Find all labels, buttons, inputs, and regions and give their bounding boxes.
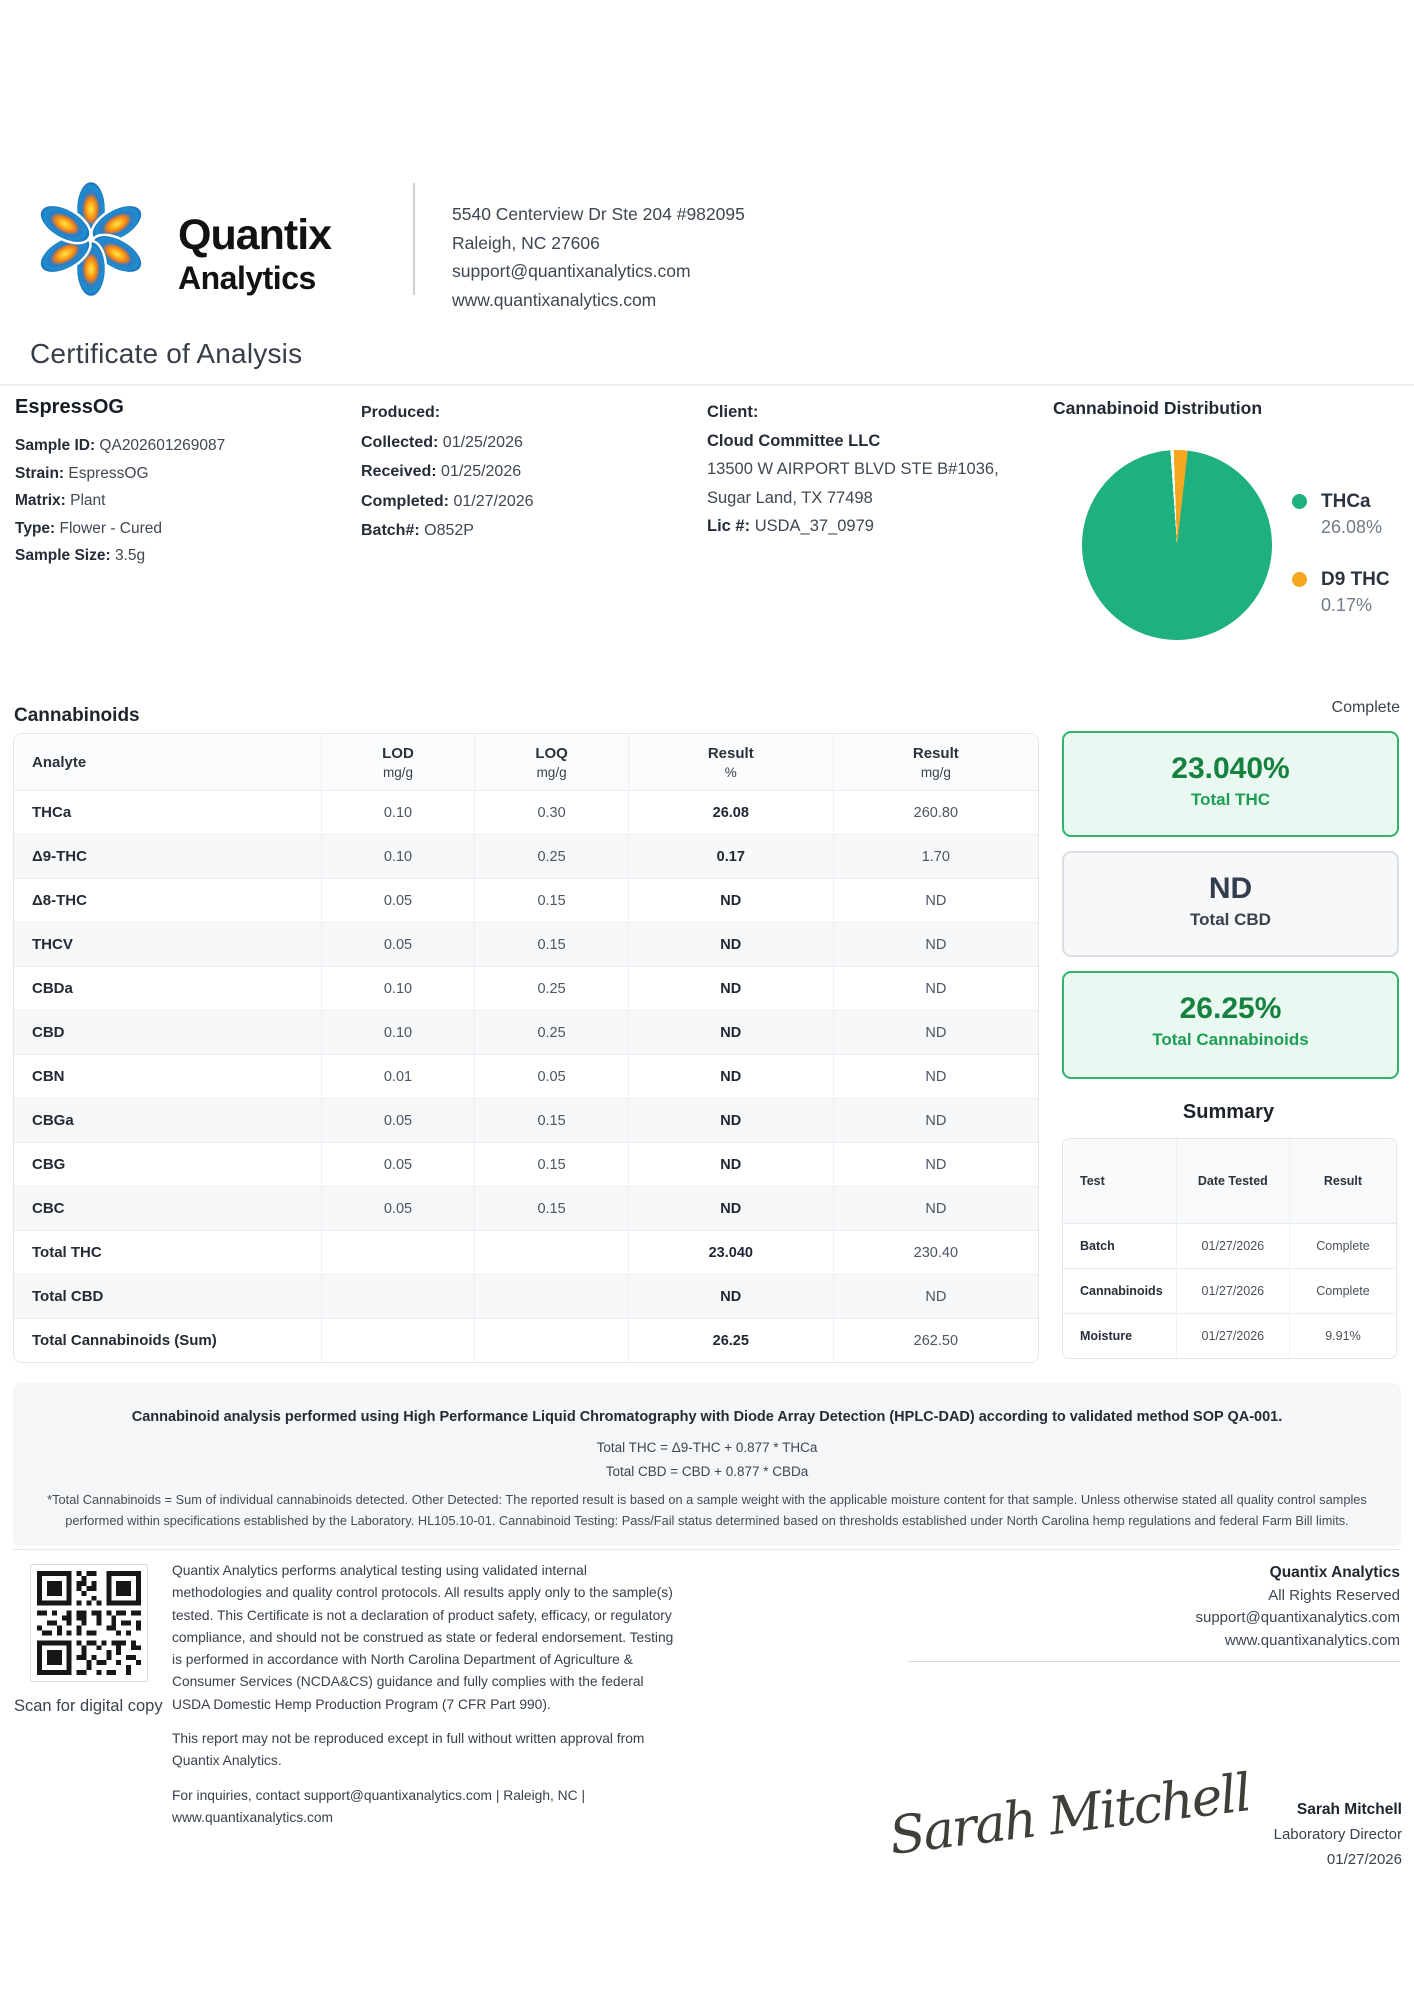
lab-email: support@quantixanalytics.com (452, 261, 691, 281)
produced-field: Collected: 01/25/2026 (361, 433, 523, 451)
total-cbd-label: Total CBD (1190, 910, 1271, 929)
pie-legend (1292, 489, 1390, 645)
table-header-row (14, 734, 1038, 791)
col-loq: LOQ mg/g (475, 734, 629, 791)
sample-field: Type: Flower - Cured (15, 519, 163, 537)
summary-col-result: Result (1289, 1139, 1396, 1224)
page-title: Certificate of Analysis (30, 338, 303, 369)
title-rule (0, 384, 1414, 386)
d9thc-legend-swatch-icon (1292, 572, 1307, 587)
footer-rights-block (908, 1562, 1400, 1662)
sample-info-block (15, 396, 225, 570)
total-cbd-formula: Total CBD = CBD + 0.877 * CBDa (605, 1464, 809, 1479)
legend-value: 26.08% (1321, 517, 1383, 537)
table-row-total-cannabinoids: Total Cannabinoids (Sum) 26.25 262.50 (14, 1319, 1038, 1363)
summary-row: Cannabinoids 01/27/2026 Complete (1063, 1269, 1396, 1314)
sample-field: Strain: EspressOG (15, 464, 149, 482)
client-block (707, 398, 999, 541)
lab-address-block (452, 200, 745, 314)
sample-field: Sample Size: 3.5g (15, 547, 146, 564)
summary-col-test: Test (1063, 1139, 1176, 1224)
legend-label: D9 THC (1321, 569, 1390, 590)
client-name: Cloud Committee LLC (707, 431, 881, 450)
header-divider (413, 183, 415, 295)
col-analyte: Analyte (14, 734, 321, 791)
signature-date: 01/27/2026 (1326, 1851, 1402, 1868)
total-thc-label: Total THC (1190, 790, 1270, 809)
table-row: CBDa 0.10 0.25 ND ND (14, 967, 1038, 1011)
table-row: CBGa 0.05 0.15 ND ND (14, 1099, 1038, 1143)
reproduction-note: This report may not be reproduced except in full without written approval from Quantix Analytics. (172, 1731, 645, 1769)
lab-address-line: Raleigh, NC 27606 (452, 232, 600, 253)
sample-field: Matrix: Plant (15, 492, 106, 509)
produced-block (361, 398, 534, 546)
total-thc-value: 23.040% (1171, 752, 1290, 785)
col-lod: LOD mg/g (321, 734, 475, 791)
legend-item-d9thc (1292, 567, 1390, 619)
legend-value: 0.17% (1321, 595, 1373, 615)
signature-script (880, 1752, 1280, 1912)
client-heading: Client: (707, 403, 759, 421)
summary-col-date: Date Tested (1176, 1139, 1289, 1224)
table-row: CBD 0.10 0.25 ND ND (14, 1011, 1038, 1055)
brand-name-top: Quantix (178, 211, 332, 259)
lab-address-line: 5540 Centerview Dr Ste 204 #982095 (452, 204, 745, 224)
qr-code (30, 1564, 148, 1682)
produced-heading: Produced: (361, 404, 441, 421)
total-thc-formula: Total THC = Δ9-THC + 0.877 * THCa (596, 1440, 818, 1455)
table-row-total-thc: Total THC 23.040 230.40 (14, 1231, 1038, 1275)
cannabinoids-status: Complete (1331, 699, 1400, 716)
table-row: CBN 0.01 0.05 ND ND (14, 1055, 1038, 1099)
pie-chart-title: Cannabinoid Distribution (1053, 398, 1263, 418)
table-row: Δ8-THC 0.05 0.15 ND ND (14, 879, 1038, 923)
methodology-footnote: *Total Cannabinoids = Sum of individual cannabinoids detected. Other Detected: The reported result is based on a sample weight with the applicable moisture content for that sample. Unless otherwise stated all quality control samples performed within specifications established by the Laboratory. HL105.10-01. Cannabinoid Testing: Pass/Fail status determined based on thresholds established under North Carolina hemp regulations and federal Farm Bill limits. (47, 1492, 1367, 1528)
sample-field: Sample ID: QA202601269087 (15, 437, 226, 454)
disclaimer-paragraph: Quantix Analytics performs analytical testing using validated internal methodologies and quality control protocols. All results apply only to the sample(s) tested. This Certificate is not a declaration of product safety, efficacy, or regulatory compliance, and should not be construed as state or federal endorsement. Testing is performed in accordance with North Carolina Department of Agriculture & Consumer Services (NCDA&CS) guidance and fully complies with the federal USDA Domestic Hemp Production Program (7 CFR Part 990). (172, 1563, 674, 1712)
cannabinoids-section-heading: Cannabinoids (14, 705, 140, 726)
col-result-pct: Result % (628, 734, 833, 791)
table-row: THCa 0.10 0.30 26.08 260.80 (14, 791, 1038, 835)
total-cbd-value: ND (1208, 872, 1253, 905)
table-row: THCV 0.05 0.15 ND ND (14, 923, 1038, 967)
table-row: CBG 0.05 0.15 ND ND (14, 1143, 1038, 1187)
sample-name: EspressOG (15, 396, 124, 418)
methodology-note-box (13, 1383, 1401, 1546)
col-result-mg: Result mg/g (833, 734, 1038, 791)
total-cbd-box (1062, 851, 1399, 957)
legend-label: THCa (1321, 491, 1371, 512)
lab-website: www.quantixanalytics.com (452, 289, 657, 310)
signer-role: Laboratory Director (1273, 1826, 1402, 1843)
brand-name (178, 212, 331, 298)
signer-name: Sarah Mitchell (1296, 1801, 1402, 1818)
produced-field: Completed: 01/27/2026 (361, 492, 534, 510)
cannabinoid-distribution-pie-chart (1082, 450, 1272, 640)
total-cannabinoids-box (1062, 971, 1399, 1079)
total-cannabinoids-label: Total Cannabinoids (1152, 1030, 1309, 1049)
summary-header-row (1063, 1139, 1396, 1224)
footer-disclaimer (172, 1560, 674, 1829)
legend-item-thca (1292, 489, 1390, 541)
table-row: CBC 0.05 0.15 ND ND (14, 1187, 1038, 1231)
cannabinoids-table (13, 733, 1039, 1363)
client-address-line: 13500 W AIRPORT BLVD STE B#1036, (707, 460, 999, 478)
client-license: Lic #: USDA_37_0979 (707, 517, 874, 535)
rights-email: support@quantixanalytics.com (1195, 1609, 1400, 1626)
footer-divider (13, 1549, 1401, 1550)
produced-field: Batch#: O852P (361, 522, 474, 539)
total-cannabinoids-value: 26.25% (1179, 992, 1282, 1025)
brand-name-bottom: Analytics (178, 260, 316, 296)
rights-website: www.quantixanalytics.com (1224, 1631, 1400, 1649)
total-thc-box (1062, 731, 1399, 837)
summary-table (1062, 1138, 1397, 1359)
signature-block (1274, 1797, 1402, 1872)
rights-line: All Rights Reserved (1268, 1586, 1400, 1604)
table-row: Δ9-THC 0.10 0.25 0.17 1.70 (14, 835, 1038, 879)
qr-caption: Scan for digital copy (14, 1697, 163, 1715)
table-row-total-cbd: Total CBD ND ND (14, 1275, 1038, 1319)
summary-row: Moisture 01/27/2026 9.91% (1063, 1314, 1396, 1359)
inquiries-note: For inquiries, contact support@quantixanalytics.com | Raleigh, NC | www.quantixanalytics.com (172, 1787, 586, 1825)
svg-text:Sarah Mitchell: Sarah Mitchell (886, 1763, 1253, 1867)
methodology-statement: Cannabinoid analysis performed using High Performance Liquid Chromatography with Diode Array Detection (HPLC-DAD) according to validated method SOP QA-001. (131, 1409, 1283, 1425)
summary-heading: Summary (1182, 1101, 1275, 1123)
thca-legend-swatch-icon (1292, 494, 1307, 509)
client-address-line: Sugar Land, TX 77498 (707, 488, 873, 507)
produced-field: Received: 01/25/2026 (361, 463, 522, 480)
quantix-flower-logo-icon (38, 180, 144, 298)
summary-row: Batch 01/27/2026 Complete (1063, 1224, 1396, 1269)
rights-company: Quantix Analytics (1269, 1564, 1400, 1581)
